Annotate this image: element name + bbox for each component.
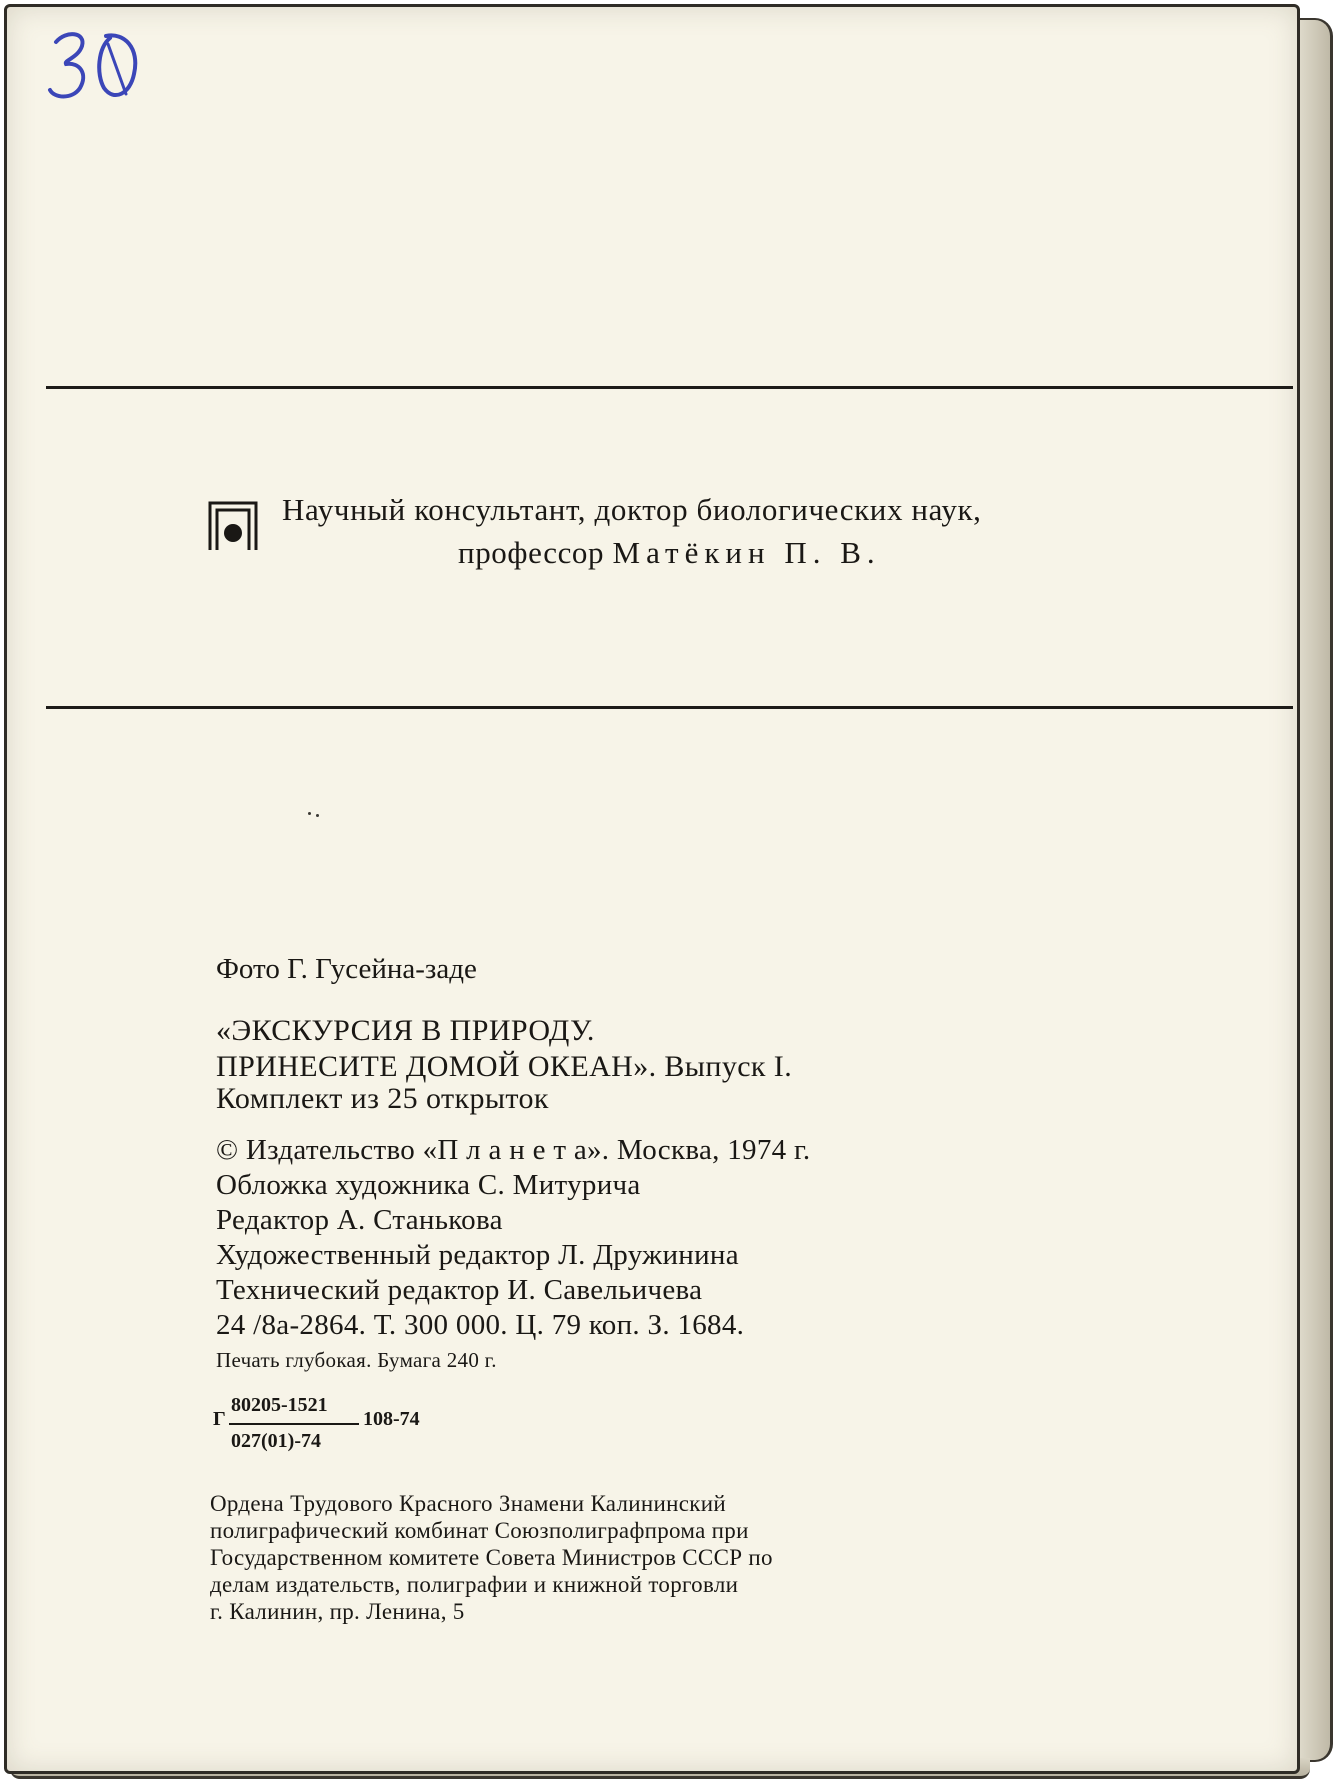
copyright-symbol: ©: [216, 1134, 239, 1166]
top-rule-line: [46, 386, 1293, 389]
publisher-line: [216, 1133, 1116, 1168]
printer-line-3: Государственном комитете Совета Министров СССР по: [210, 1545, 773, 1570]
tech-editor: Технический редактор И. Савельичева: [216, 1274, 703, 1306]
publication-imprint: [216, 953, 1116, 1375]
printer-line-5: г. Калинин, пр. Ленина, 5: [210, 1599, 465, 1624]
publisher-logo-icon: [207, 500, 259, 552]
art-editor: Художественный редактор Л. Дружинина: [216, 1239, 739, 1271]
photo-credit: Фото Г. Гусейна-заде: [216, 953, 477, 985]
index-code: [213, 1394, 513, 1458]
publisher-text: Издательство «П л а н е т а». Москва, 1974 г.: [245, 1134, 811, 1166]
credits-block: [216, 1133, 1116, 1375]
title-line-1: «ЭКСКУРСИЯ В ПРИРОДУ.: [216, 1014, 595, 1047]
consultant-line-1: Научный консультант, доктор биологических наук,: [282, 492, 982, 527]
bottom-rule-line: [46, 706, 1293, 709]
cover-artist: Обложка художника С. Митурича: [216, 1169, 641, 1201]
handwritten-number-mark: [44, 24, 154, 124]
index-code-prefix: Г: [213, 1408, 226, 1430]
paper-speck: [316, 814, 319, 817]
index-code-numerator: 80205-1521: [231, 1394, 328, 1416]
print-method: Печать глубокая. Бумага 240 г.: [216, 1348, 497, 1372]
set-description: Комплект из 25 открыток: [216, 1082, 549, 1115]
print-data: 24 /8а-2864. Т. 300 000. Ц. 79 коп. З. 1684.: [216, 1309, 745, 1341]
consultant-line-2: [282, 531, 1182, 574]
printer-line-4: делам издательств, полиграфии и книжной торговли: [210, 1572, 739, 1597]
title-line-2: ПРИНЕСИТЕ ДОМОЙ ОКЕАН». Выпуск I.: [216, 1050, 793, 1083]
paper-speck: [308, 812, 311, 815]
index-code-denominator: 027(01)-74: [231, 1430, 321, 1452]
printer-line-1: Ордена Трудового Красного Знамени Калининский: [210, 1491, 726, 1516]
printer-line-2: полиграфический комбинат Союзполиграфпрома при: [210, 1518, 749, 1543]
consultant-name: Матёкин П. В.: [612, 535, 881, 570]
consultant-title: профессор: [458, 535, 605, 570]
editor: Редактор А. Станькова: [216, 1204, 503, 1236]
printer-info: [210, 1490, 1030, 1625]
index-code-fraction-bar: [229, 1423, 359, 1425]
index-code-suffix: 108-74: [363, 1408, 420, 1430]
scientific-consultant: [282, 488, 1182, 574]
